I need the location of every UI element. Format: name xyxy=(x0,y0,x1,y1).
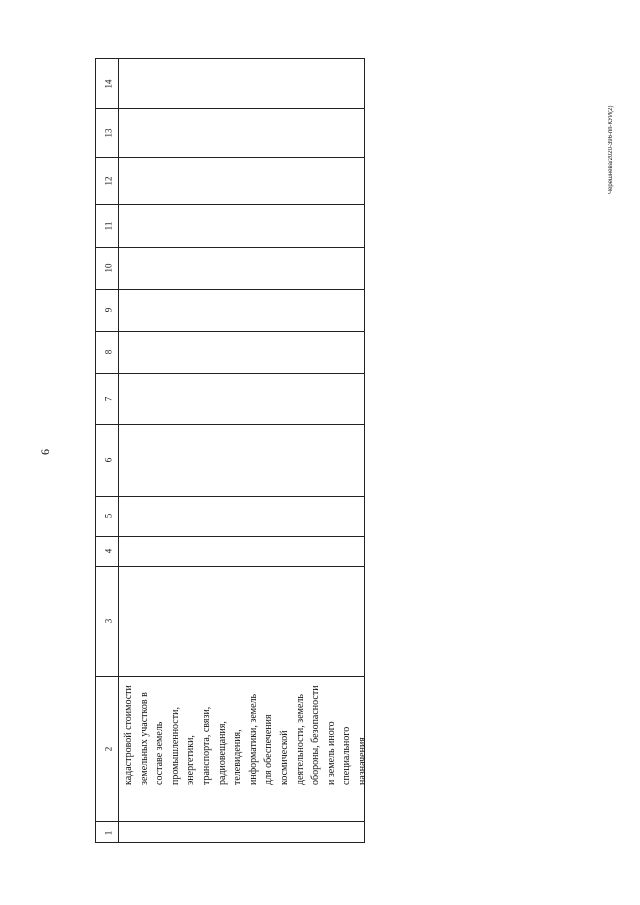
col-num-10: 10 xyxy=(103,263,113,273)
col-num-14: 14 xyxy=(103,79,113,88)
col-num-9: 9 xyxy=(103,307,113,313)
desc-line: промышленности, xyxy=(169,707,181,785)
desc-line: кадастровой стоимости xyxy=(123,685,134,785)
col-num-3: 3 xyxy=(103,618,113,624)
desc-line: и земель иного xyxy=(325,721,337,785)
col-num-1: 1 xyxy=(103,830,113,835)
col-num-2: 2 xyxy=(103,746,113,751)
col-num-8: 8 xyxy=(103,349,113,355)
desc-line: информатики, земель xyxy=(247,693,259,785)
col-num-12: 12 xyxy=(103,176,113,185)
col-num-5: 5 xyxy=(103,513,113,519)
row-description xyxy=(121,685,371,785)
desc-line: энергетики, xyxy=(185,735,197,785)
page-number: 6 xyxy=(38,449,52,455)
desc-line: для обеспечения xyxy=(263,714,275,785)
desc-line: обороны, безопасности xyxy=(310,685,322,785)
desc-line: космической xyxy=(278,730,290,785)
document-code: Черешнева/2020-396-пп-КУИ(2) xyxy=(608,105,614,194)
col-num-6: 6 xyxy=(103,457,113,463)
desc-line: деятельности, земель xyxy=(294,694,306,785)
col-num-4: 4 xyxy=(103,548,113,554)
col-num-13: 13 xyxy=(103,128,113,137)
desc-line: земельных участков в xyxy=(138,692,150,785)
desc-line: назначения xyxy=(356,737,368,785)
desc-line: составе земель xyxy=(154,721,166,785)
desc-line: радиовещания, xyxy=(216,721,228,785)
col-num-7: 7 xyxy=(103,396,113,401)
desc-line: телевидения, xyxy=(232,729,244,785)
desc-line: специального xyxy=(341,726,353,785)
col-num-11: 11 xyxy=(102,221,113,230)
desc-line: транспорта, связи, xyxy=(200,706,212,785)
